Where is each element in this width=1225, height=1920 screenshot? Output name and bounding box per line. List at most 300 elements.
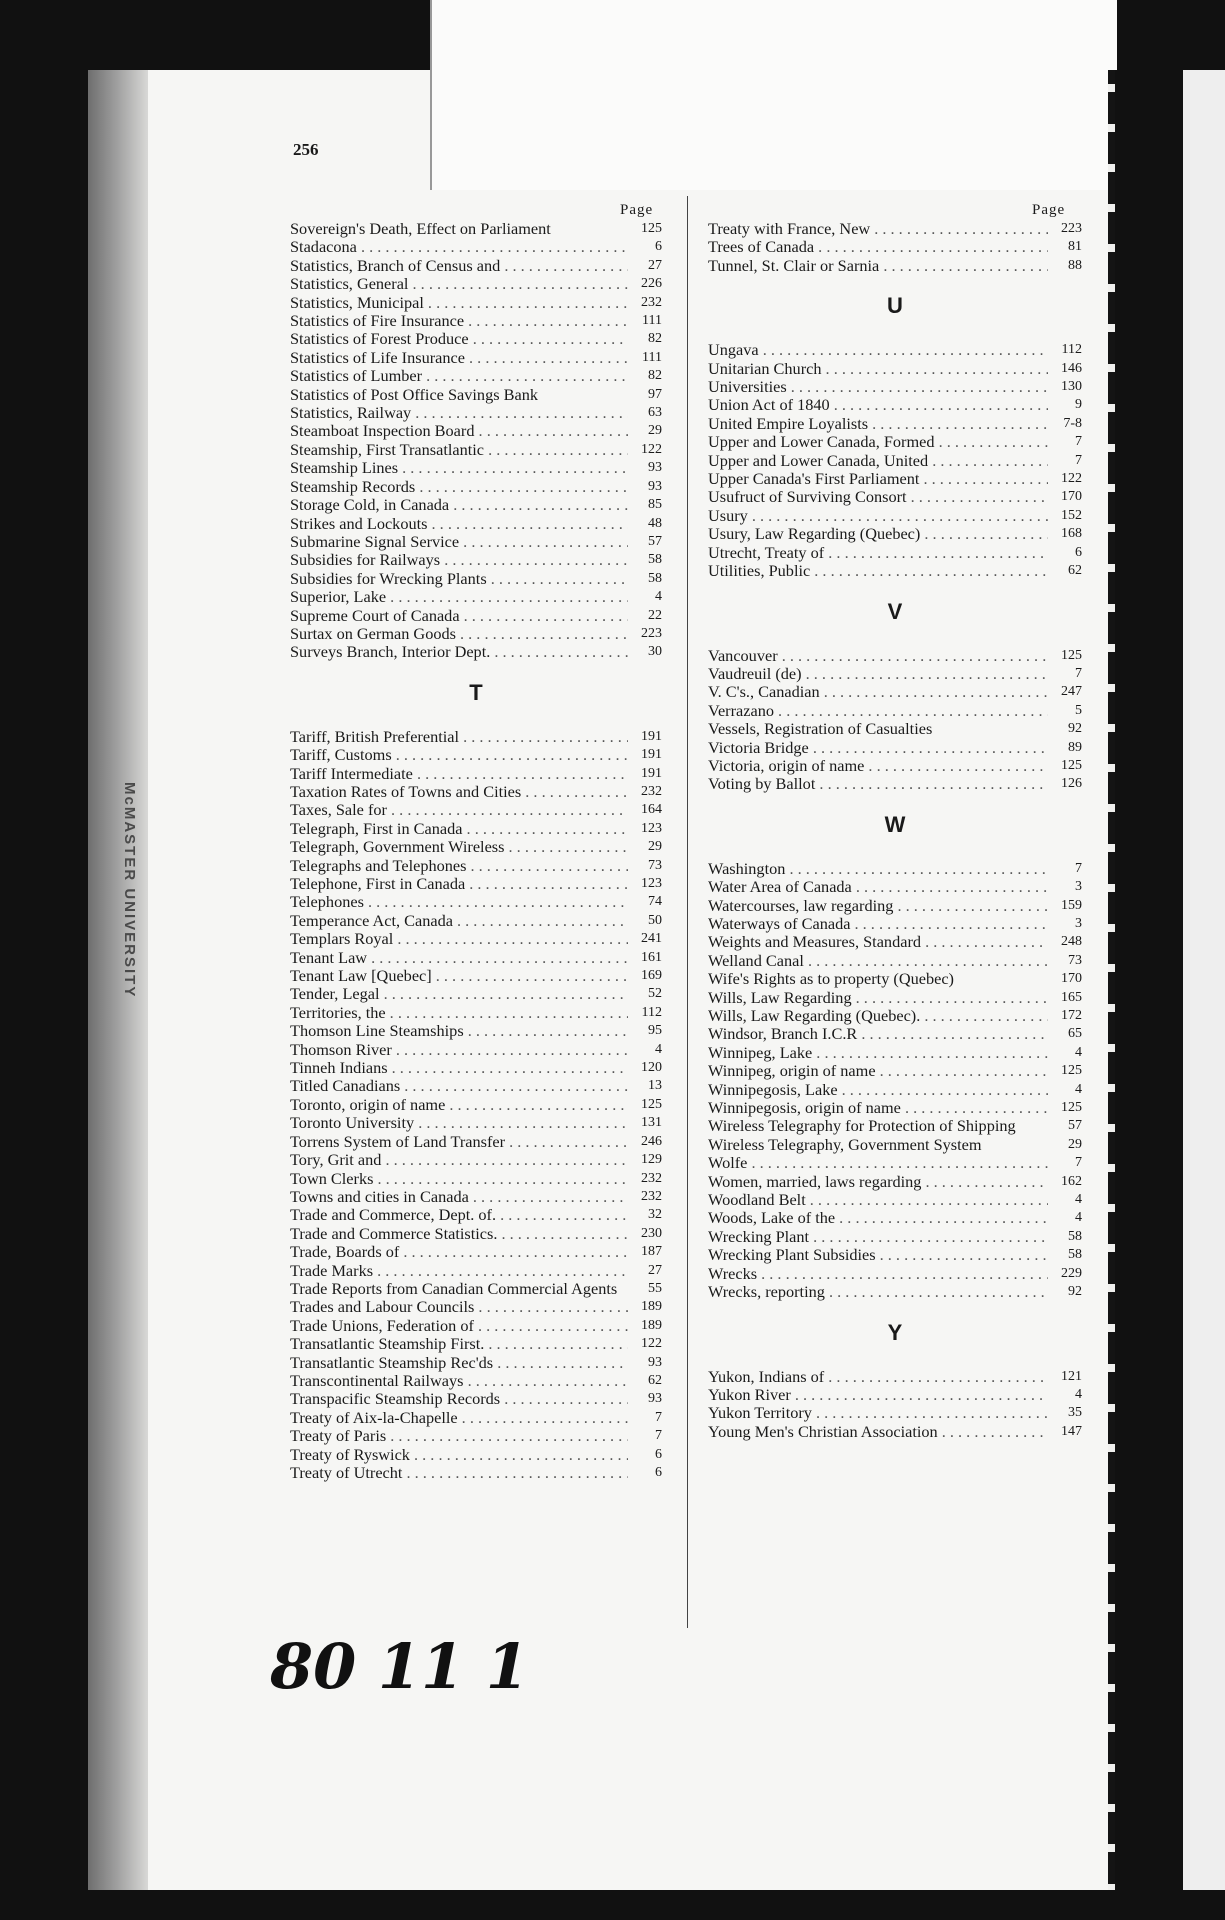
- index-entry: [708, 1044, 1082, 1062]
- left-page-header: Page: [620, 202, 654, 218]
- index-entry: [290, 1262, 662, 1280]
- entry-text: Trade, Boards of . . .: [290, 1243, 628, 1261]
- entry-page: 123: [641, 820, 662, 836]
- section-letter: Y: [887, 1319, 903, 1345]
- entry-page: 58: [1068, 1247, 1082, 1263]
- index-entry: [708, 970, 1082, 988]
- entry-page: 9: [1075, 397, 1082, 413]
- entry-page: 93: [648, 1391, 662, 1407]
- column-divider: [687, 196, 688, 1628]
- entry-text: Yukon Territory . . .: [708, 1404, 1048, 1422]
- entry-text: Telephones . . .: [290, 893, 628, 911]
- index-entry: [708, 488, 1082, 506]
- index-entry: [290, 746, 662, 764]
- entry-text: Treaty with France, New . . .: [708, 220, 1048, 238]
- entry-page: 7-8: [1063, 415, 1082, 431]
- entry-page: 170: [1061, 971, 1082, 987]
- entry-text: Trade Marks . . .: [290, 1262, 628, 1280]
- entry-page: 164: [641, 802, 662, 818]
- index-entry: [290, 1280, 662, 1298]
- index-entry: [290, 820, 662, 838]
- entry-text: Tory, Grit and . . .: [290, 1151, 628, 1169]
- entry-page: 57: [648, 533, 662, 549]
- entry-text: Tenant Law . . .: [290, 949, 628, 967]
- entry-page: 63: [648, 405, 662, 421]
- entry-text: Washington . . .: [708, 860, 1048, 878]
- entry-text: Wrecks, reporting . . .: [708, 1283, 1048, 1301]
- entry-text: Treaty of Aix-la-Chapelle . . .: [290, 1409, 628, 1427]
- index-entry: [290, 728, 662, 746]
- entry-text: Toronto University . . .: [290, 1114, 628, 1132]
- index-entry: [290, 294, 662, 312]
- index-entry: [708, 1191, 1082, 1209]
- entry-page: 112: [1061, 342, 1082, 358]
- entry-text: Wife's Rights as to property (Quebec): [708, 970, 954, 989]
- entry-text: Transatlantic Steamship Rec'ds . . .: [290, 1354, 628, 1372]
- entry-text: Wireless Telegraphy for Protection of Shipping: [708, 1117, 1016, 1136]
- entry-page: 6: [1075, 544, 1082, 560]
- entry-page: 48: [648, 515, 662, 531]
- entry-page: 125: [1061, 1100, 1082, 1116]
- entry-page: 152: [1061, 507, 1082, 523]
- entry-page: 74: [648, 894, 662, 910]
- index-entry: [290, 949, 662, 967]
- entry-page: 122: [641, 441, 662, 457]
- entry-text: Transpacific Steamship Records . . .: [290, 1390, 628, 1408]
- entry-page: 3: [1075, 879, 1082, 895]
- index-entry: [708, 360, 1082, 378]
- entry-text: Supreme Court of Canada . . .: [290, 607, 628, 625]
- index-entry: [290, 533, 662, 551]
- entry-page: 65: [1068, 1026, 1082, 1042]
- entry-page: 112: [641, 1004, 662, 1020]
- index-entry: [290, 1446, 662, 1464]
- entry-page: 92: [1068, 721, 1082, 737]
- entry-text: Statistics of Forest Produce . . .: [290, 330, 628, 348]
- entry-text: Wills, Law Regarding . . .: [708, 989, 1048, 1007]
- index-entry: [708, 933, 1082, 951]
- index-entry: [708, 544, 1082, 562]
- entry-text: Titled Canadians . . .: [290, 1077, 628, 1095]
- index-entry: [290, 930, 662, 948]
- entry-page: 223: [641, 625, 662, 641]
- entry-text: Usury, Law Regarding (Quebec) . . .: [708, 525, 1048, 543]
- entry-text: Trade Reports from Canadian Commercial Agents: [290, 1279, 618, 1298]
- index-entry: [708, 1007, 1082, 1025]
- index-entry: [290, 1059, 662, 1077]
- entry-page: 6: [655, 1446, 662, 1462]
- entry-text: Victoria Bridge . . .: [708, 739, 1048, 757]
- index-entry: [290, 496, 662, 514]
- index-entry: [708, 702, 1082, 720]
- index-entry: [290, 893, 662, 911]
- handwritten-note: 80 11 1: [270, 1630, 529, 1703]
- index-entry: [290, 1335, 662, 1353]
- entry-page: 168: [1061, 526, 1082, 542]
- entry-text: Temperance Act, Canada . . .: [290, 912, 628, 930]
- entry-page: 29: [648, 839, 662, 855]
- entry-text: Sovereign's Death, Effect on Parliament: [290, 220, 551, 238]
- entry-text: Welland Canal . . .: [708, 952, 1048, 970]
- entry-page: 162: [1061, 1173, 1082, 1189]
- index-entry: [290, 349, 662, 367]
- entry-text: Statistics, Railway . . .: [290, 404, 628, 422]
- entry-page: 7: [1075, 1155, 1082, 1171]
- entry-page: 7: [1075, 665, 1082, 681]
- entry-page: 55: [648, 1280, 662, 1296]
- entry-text: Tinneh Indians . . .: [290, 1059, 628, 1077]
- entry-page: 88: [1068, 257, 1082, 273]
- index-entry: [290, 1317, 662, 1335]
- index-entry: [290, 1188, 662, 1206]
- entry-text: Surtax on German Goods . . .: [290, 625, 628, 643]
- entry-text: Trees of Canada . . .: [708, 238, 1048, 256]
- entry-page: 125: [1061, 647, 1082, 663]
- index-entry: [708, 1173, 1082, 1191]
- entry-page: 29: [648, 423, 662, 439]
- entry-page: 4: [655, 1041, 662, 1057]
- entry-page: 95: [648, 1023, 662, 1039]
- entry-text: Storage Cold, in Canada . . .: [290, 496, 628, 514]
- entry-text: Superior, Lake . . .: [290, 588, 628, 606]
- entry-text: Utrecht, Treaty of . . .: [708, 544, 1048, 562]
- index-entry: [708, 1228, 1082, 1246]
- entry-text: Tender, Legal . . .: [290, 985, 628, 1003]
- entry-page: 22: [648, 607, 662, 623]
- entry-text: Ungava . . .: [708, 341, 1048, 359]
- entry-text: Tariff Intermediate . . .: [290, 765, 628, 783]
- index-entry: [708, 1062, 1082, 1080]
- entry-text: Statistics, Branch of Census and . . .: [290, 257, 628, 275]
- entry-page: 189: [641, 1299, 662, 1315]
- entry-text: Verrazano . . .: [708, 702, 1048, 720]
- index-entry: [290, 422, 662, 440]
- entry-text: Statistics of Fire Insurance . . .: [290, 312, 628, 330]
- entry-text: Winnipeg, Lake . . .: [708, 1044, 1048, 1062]
- index-entry: [708, 989, 1082, 1007]
- section-letter: W: [884, 811, 906, 837]
- index-entry: [290, 838, 662, 856]
- index-entry: [290, 1409, 662, 1427]
- index-entry: [708, 1025, 1082, 1043]
- index-entry: [708, 433, 1082, 451]
- entry-page: 73: [648, 857, 662, 873]
- index-entry: [290, 588, 662, 606]
- entry-text: Subsidies for Railways . . .: [290, 551, 628, 569]
- index-entry: [708, 1283, 1082, 1301]
- entry-page: 32: [648, 1207, 662, 1223]
- index-entry: [290, 1225, 662, 1243]
- entry-page: 57: [1068, 1118, 1082, 1134]
- entry-text: Waterways of Canada . . .: [708, 915, 1048, 933]
- entry-page: 111: [642, 349, 662, 365]
- entry-page: 122: [641, 1336, 662, 1352]
- entry-page: 246: [641, 1133, 662, 1149]
- entry-page: 191: [641, 765, 662, 781]
- entry-page: 97: [648, 386, 662, 402]
- entry-text: Treaty of Utrecht . . .: [290, 1464, 628, 1482]
- entry-page: 130: [1061, 379, 1082, 395]
- index-entry: [708, 897, 1082, 915]
- next-page-strip: [1183, 70, 1225, 1890]
- index-entry: [708, 470, 1082, 488]
- entry-text: Union Act of 1840 . . .: [708, 396, 1048, 414]
- entry-page: 126: [1061, 776, 1082, 792]
- entry-text: Utilities, Public . . .: [708, 562, 1048, 580]
- entry-page: 125: [1061, 757, 1082, 773]
- entry-text: Tariff, Customs . . .: [290, 746, 628, 764]
- index-entry: [708, 683, 1082, 701]
- entry-page: 229: [1061, 1265, 1082, 1281]
- entry-page: 82: [648, 331, 662, 347]
- index-entry: [290, 967, 662, 985]
- entry-text: Yukon River . . .: [708, 1386, 1048, 1404]
- paper-slip: [430, 0, 1117, 190]
- index-entry: [290, 1243, 662, 1261]
- entry-page: 27: [648, 1262, 662, 1278]
- entry-page: 172: [1061, 1008, 1082, 1023]
- index-entry: [290, 1151, 662, 1169]
- index-entry: [290, 765, 662, 783]
- index-entry: [290, 1464, 662, 1482]
- index-entry: [290, 478, 662, 496]
- index-entry: [708, 1386, 1082, 1404]
- entry-text: United Empire Loyalists . . .: [708, 415, 1048, 433]
- entry-text: Transatlantic Steamship First. . . .: [290, 1335, 628, 1353]
- index-entry: [290, 1133, 662, 1151]
- index-entry: [290, 1004, 662, 1022]
- index-entry: [708, 1368, 1082, 1386]
- index-entry: [290, 551, 662, 569]
- index-entry: [708, 1265, 1082, 1283]
- entry-text: Town Clerks . . .: [290, 1170, 628, 1188]
- entry-text: Telegraph, Government Wireless . . .: [290, 838, 628, 856]
- entry-page: 50: [648, 912, 662, 928]
- entry-text: Strikes and Lockouts . . .: [290, 515, 628, 533]
- index-entry: [708, 878, 1082, 896]
- entry-page: 123: [641, 876, 662, 891]
- entry-text: Trades and Labour Councils . . .: [290, 1298, 628, 1316]
- entry-page: 4: [1075, 1081, 1082, 1097]
- entry-text: Trade and Commerce Statistics. . . .: [290, 1225, 628, 1243]
- index-entry: [708, 378, 1082, 396]
- entry-text: Telephone, First in Canada . . .: [290, 875, 628, 893]
- entry-text: Tariff, British Preferential . . .: [290, 728, 628, 746]
- entry-page: 248: [1061, 934, 1082, 950]
- index-entry: [290, 386, 662, 404]
- entry-text: Woods, Lake of the . . .: [708, 1209, 1048, 1227]
- entry-page: 170: [1061, 489, 1082, 505]
- index-entry: [290, 1022, 662, 1040]
- index-entry: [708, 720, 1082, 738]
- index-entry: [708, 1099, 1082, 1117]
- entry-page: 93: [648, 1354, 662, 1370]
- entry-text: Thomson Line Steamships . . .: [290, 1022, 628, 1040]
- index-entry: [708, 1117, 1082, 1135]
- entry-text: Statistics of Post Office Savings Bank: [290, 385, 538, 404]
- entry-page: 125: [1061, 1063, 1082, 1079]
- entry-page: 247: [1061, 684, 1082, 700]
- index-entry: [290, 1170, 662, 1188]
- entry-text: Women, married, laws regarding . . .: [708, 1173, 1048, 1191]
- entry-text: Vancouver . . .: [708, 647, 1048, 665]
- entry-page: 232: [641, 1188, 662, 1204]
- entry-text: Steamship, First Transatlantic . . .: [290, 441, 628, 459]
- entry-text: Statistics, Municipal . . .: [290, 294, 628, 312]
- index-entry: [290, 220, 662, 238]
- entry-page: 165: [1061, 989, 1082, 1005]
- index-entry: [290, 783, 662, 801]
- index-entry: [290, 1298, 662, 1316]
- index-entry: [290, 515, 662, 533]
- index-entry: [290, 1114, 662, 1132]
- entry-page: 89: [1068, 739, 1082, 755]
- index-entry: [708, 1404, 1082, 1422]
- entry-page: 7: [1075, 452, 1082, 468]
- entry-text: Taxes, Sale for . . .: [290, 801, 628, 819]
- index-entry: [290, 570, 662, 588]
- entry-text: Tenant Law [Quebec] . . .: [290, 967, 628, 985]
- entry-text: Winnipegosis, origin of name . . .: [708, 1099, 1048, 1117]
- index-entry: [708, 775, 1082, 793]
- entry-text: Statistics of Lumber . . .: [290, 367, 628, 385]
- entry-text: Weights and Measures, Standard . . .: [708, 933, 1048, 951]
- entry-text: Surveys Branch, Interior Dept. . . .: [290, 643, 628, 661]
- entry-page: 230: [641, 1225, 662, 1241]
- entry-text: Wrecking Plant . . .: [708, 1228, 1048, 1246]
- entry-text: Winnipegosis, Lake . . .: [708, 1081, 1048, 1099]
- index-entry: [708, 1246, 1082, 1264]
- entry-page: 6: [655, 1465, 662, 1480]
- entry-text: Statistics, General . . .: [290, 275, 628, 293]
- entry-page: 58: [648, 552, 662, 568]
- entry-page: 85: [648, 497, 662, 513]
- index-entry: [290, 1041, 662, 1059]
- index-entry: [290, 459, 662, 477]
- entry-page: 3: [1075, 915, 1082, 931]
- index-entry: [290, 607, 662, 625]
- entry-text: Winnipeg, origin of name . . .: [708, 1062, 1048, 1080]
- entry-page: 161: [641, 949, 662, 965]
- entry-page: 191: [641, 747, 662, 763]
- index-entry: [290, 275, 662, 293]
- entry-text: Usufruct of Surviving Consort . . .: [708, 488, 1048, 506]
- index-entry: [708, 1081, 1082, 1099]
- index-entry: [708, 220, 1082, 238]
- entry-text: Vessels, Registration of Casualties: [708, 720, 933, 739]
- entry-page: 120: [641, 1060, 662, 1076]
- entry-page: 6: [655, 239, 662, 255]
- index-entry: [708, 238, 1082, 256]
- entry-page: 27: [648, 257, 662, 273]
- index-entry: [708, 860, 1082, 878]
- left-index-column: [290, 220, 662, 1482]
- index-entry: [708, 452, 1082, 470]
- entry-page: 131: [641, 1115, 662, 1131]
- entry-page: 226: [641, 276, 662, 292]
- entry-page: 7: [1075, 860, 1082, 876]
- entry-text: Telegraphs and Telephones . . .: [290, 857, 628, 875]
- index-entry: [290, 1390, 662, 1408]
- index-entry: [290, 1206, 662, 1224]
- index-entry: [290, 404, 662, 422]
- entry-text: Trade Unions, Federation of . . .: [290, 1317, 628, 1335]
- index-entry: [708, 739, 1082, 757]
- entry-text: Wolfe . . .: [708, 1154, 1048, 1172]
- entry-text: Torrens System of Land Transfer . . .: [290, 1133, 628, 1151]
- entry-text: Wrecking Plant Subsidies . . .: [708, 1246, 1048, 1264]
- index-entry: [708, 396, 1082, 414]
- entry-page: 146: [1061, 360, 1082, 376]
- entry-text: Thomson River . . .: [290, 1041, 628, 1059]
- index-entry: [290, 912, 662, 930]
- entry-text: Watercourses, law regarding . . .: [708, 897, 1048, 915]
- entry-page: 4: [1075, 1386, 1082, 1402]
- entry-page: 159: [1061, 897, 1082, 913]
- index-entry: [290, 625, 662, 643]
- index-entry: [708, 562, 1082, 580]
- entry-text: Unitarian Church . . .: [708, 360, 1048, 378]
- index-entry: [290, 441, 662, 459]
- entry-page: 7: [655, 1428, 662, 1444]
- entry-page: 35: [1068, 1405, 1082, 1421]
- index-entry: [708, 952, 1082, 970]
- index-entry: [708, 647, 1082, 665]
- index-entry: [708, 1136, 1082, 1154]
- entry-text: Wrecks . . .: [708, 1265, 1048, 1283]
- index-entry: [708, 415, 1082, 433]
- index-entry: [290, 257, 662, 275]
- entry-page: 121: [1061, 1368, 1082, 1384]
- index-entry: [290, 1096, 662, 1114]
- entry-text: Wills, Law Regarding (Quebec). . . .: [708, 1007, 1048, 1025]
- entry-text: Trade and Commerce, Dept. of. . . .: [290, 1206, 628, 1224]
- entry-page: 58: [1068, 1228, 1082, 1244]
- index-entry: [290, 801, 662, 819]
- entry-page: 232: [641, 783, 662, 799]
- entry-page: 73: [1068, 952, 1082, 968]
- index-entry: [708, 665, 1082, 683]
- entry-text: Voting by Ballot . . .: [708, 775, 1048, 793]
- index-entry: [290, 330, 662, 348]
- index-entry: [290, 643, 662, 661]
- entry-page: 4: [655, 589, 662, 605]
- section-letter: V: [887, 598, 903, 624]
- library-stamp: McMASTER UNIVERSITY: [121, 781, 138, 999]
- index-entry: [708, 1154, 1082, 1172]
- entry-page: 232: [641, 294, 662, 310]
- entry-page: 52: [648, 986, 662, 1002]
- entry-page: 4: [1075, 1044, 1082, 1060]
- index-entry: [708, 915, 1082, 933]
- entry-text: Submarine Signal Service . . .: [290, 533, 628, 551]
- index-entry: [290, 367, 662, 385]
- entry-page: 125: [641, 221, 662, 236]
- index-entry: [290, 875, 662, 893]
- entry-page: 92: [1068, 1284, 1082, 1300]
- entry-text: Universities . . .: [708, 378, 1048, 396]
- index-entry: [290, 312, 662, 330]
- entry-page: 82: [648, 368, 662, 384]
- entry-page: 111: [642, 313, 662, 329]
- entry-page: 62: [1068, 563, 1082, 579]
- index-entry: [708, 1209, 1082, 1227]
- index-entry: [290, 1427, 662, 1445]
- index-entry: [708, 1423, 1082, 1441]
- entry-text: Upper and Lower Canada, United . . .: [708, 452, 1048, 470]
- entry-page: 58: [648, 570, 662, 586]
- entry-text: Treaty of Paris . . .: [290, 1427, 628, 1445]
